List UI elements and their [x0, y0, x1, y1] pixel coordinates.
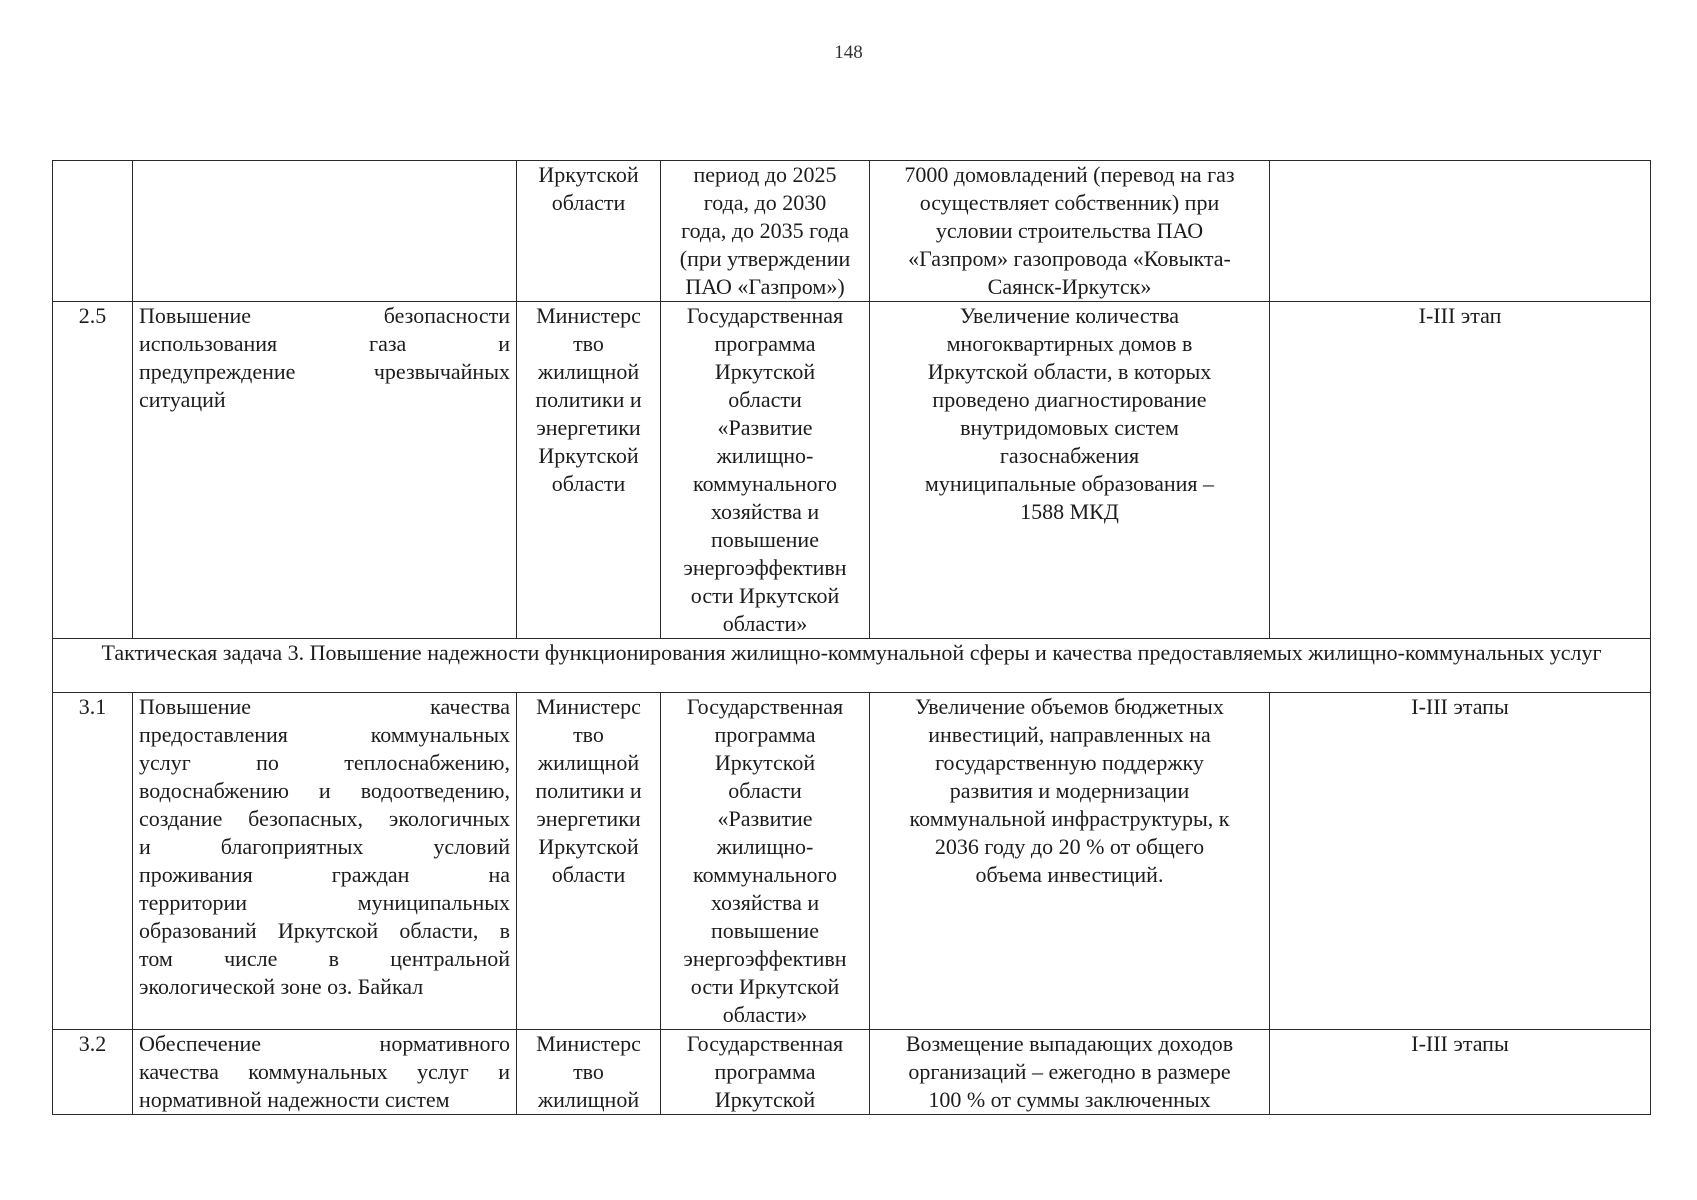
- executor-cell: Министерс тво жилищной: [517, 1030, 661, 1115]
- measure-name-line: услуг по теплоснабжению,: [139, 750, 510, 775]
- stage-cell: I-III этапы: [1270, 693, 1651, 1030]
- measure-name-line: территории муниципальных: [139, 890, 510, 915]
- row-number: 3.1: [53, 693, 133, 1030]
- measure-name-line: водоснабжению и водоотведению,: [139, 778, 510, 803]
- measure-name-line: и благоприятных условий: [139, 834, 510, 859]
- program-cell: период до 2025 года, до 2030 года, до 2035 года (при утверждении ПАО «Газпром»): [661, 161, 870, 302]
- stage-cell: I-III этап: [1270, 302, 1651, 639]
- measure-name-line: нормативной надежности систем: [139, 1087, 450, 1112]
- executor-cell: Иркутской области: [517, 161, 661, 302]
- measure-name-line: Обеспечение нормативного: [139, 1031, 510, 1056]
- program-table: [52, 160, 1651, 1115]
- measure-name-line: Повышение качества: [139, 694, 510, 719]
- row-number: 3.2: [53, 1030, 133, 1115]
- executor-cell: Министерс тво жилищной политики и энергетики Иркутской области: [517, 693, 661, 1030]
- measure-name-line: качества коммунальных услуг и: [139, 1059, 510, 1084]
- measure-name-line: предупреждение чрезвычайных: [139, 359, 510, 384]
- indicator-cell: 7000 домовладений (перевод на газ осуществляет собственник) при условии строительства ПАО «Газпром» газопровода «Ковыкта- Саянск-Иркутск»: [870, 161, 1270, 302]
- indicator-cell: Увеличение объемов бюджетных инвестиций, направленных на государственную поддержку развития и модернизации коммунальной инфраструктуры, к 2036 году до 20 % от общего объема инвестиций.: [870, 693, 1270, 1030]
- program-cell: Государственная программа Иркутской: [661, 1030, 870, 1115]
- stage-cell: I-III этапы: [1270, 1030, 1651, 1115]
- measure-name-line: Повышение безопасности: [139, 303, 510, 328]
- table-row: [53, 161, 1651, 302]
- table-row: [53, 1030, 1651, 1115]
- page-number: 148: [834, 42, 863, 63]
- measure-name: [133, 161, 517, 302]
- program-cell: Государственная программа Иркутской области «Развитие жилищно- коммунального хозяйства и повышение энергоэффективн ости Иркутской области»: [661, 302, 870, 639]
- measure-name-line: предоставления коммунальных: [139, 722, 510, 747]
- measure-name-line: проживания граждан на: [139, 862, 510, 887]
- task-header-row: [53, 639, 1651, 693]
- row-number: [53, 161, 133, 302]
- program-cell: Государственная программа Иркутской области «Развитие жилищно- коммунального хозяйства и повышение энергоэффективн ости Иркутской области»: [661, 693, 870, 1030]
- measure-name-line: создание безопасных, экологичных: [139, 806, 510, 831]
- measure-name-line: экологической зоне оз. Байкал: [139, 974, 424, 999]
- table-row: [53, 302, 1651, 639]
- measure-name: [133, 693, 517, 1030]
- indicator-cell: Увеличение количества многоквартирных домов в Иркутской области, в которых проведено диагностирование внутридомовых систем газоснабжения муниципальные образования – 1588 МКД: [870, 302, 1270, 639]
- stage-cell: [1270, 161, 1651, 302]
- row-number: 2.5: [53, 302, 133, 639]
- measure-name-line: образований Иркутской области, в: [139, 918, 510, 943]
- measure-name: [133, 1030, 517, 1115]
- executor-cell: Министерс тво жилищной политики и энергетики Иркутской области: [517, 302, 661, 639]
- measure-name: [133, 302, 517, 639]
- measure-name-line: использования газа и: [139, 331, 510, 356]
- measure-name-line: ситуаций: [139, 387, 226, 412]
- tactical-task-3: Тактическая задача 3. Повышение надежности функционирования жилищно-коммунальной сферы и качества предоставляемых жилищно-коммунальных услуг: [53, 639, 1651, 693]
- table-row: [53, 693, 1651, 1030]
- indicator-cell: Возмещение выпадающих доходов организаций – ежегодно в размере 100 % от суммы заключенных: [870, 1030, 1270, 1115]
- measure-name-line: том числе в центральной: [139, 946, 510, 971]
